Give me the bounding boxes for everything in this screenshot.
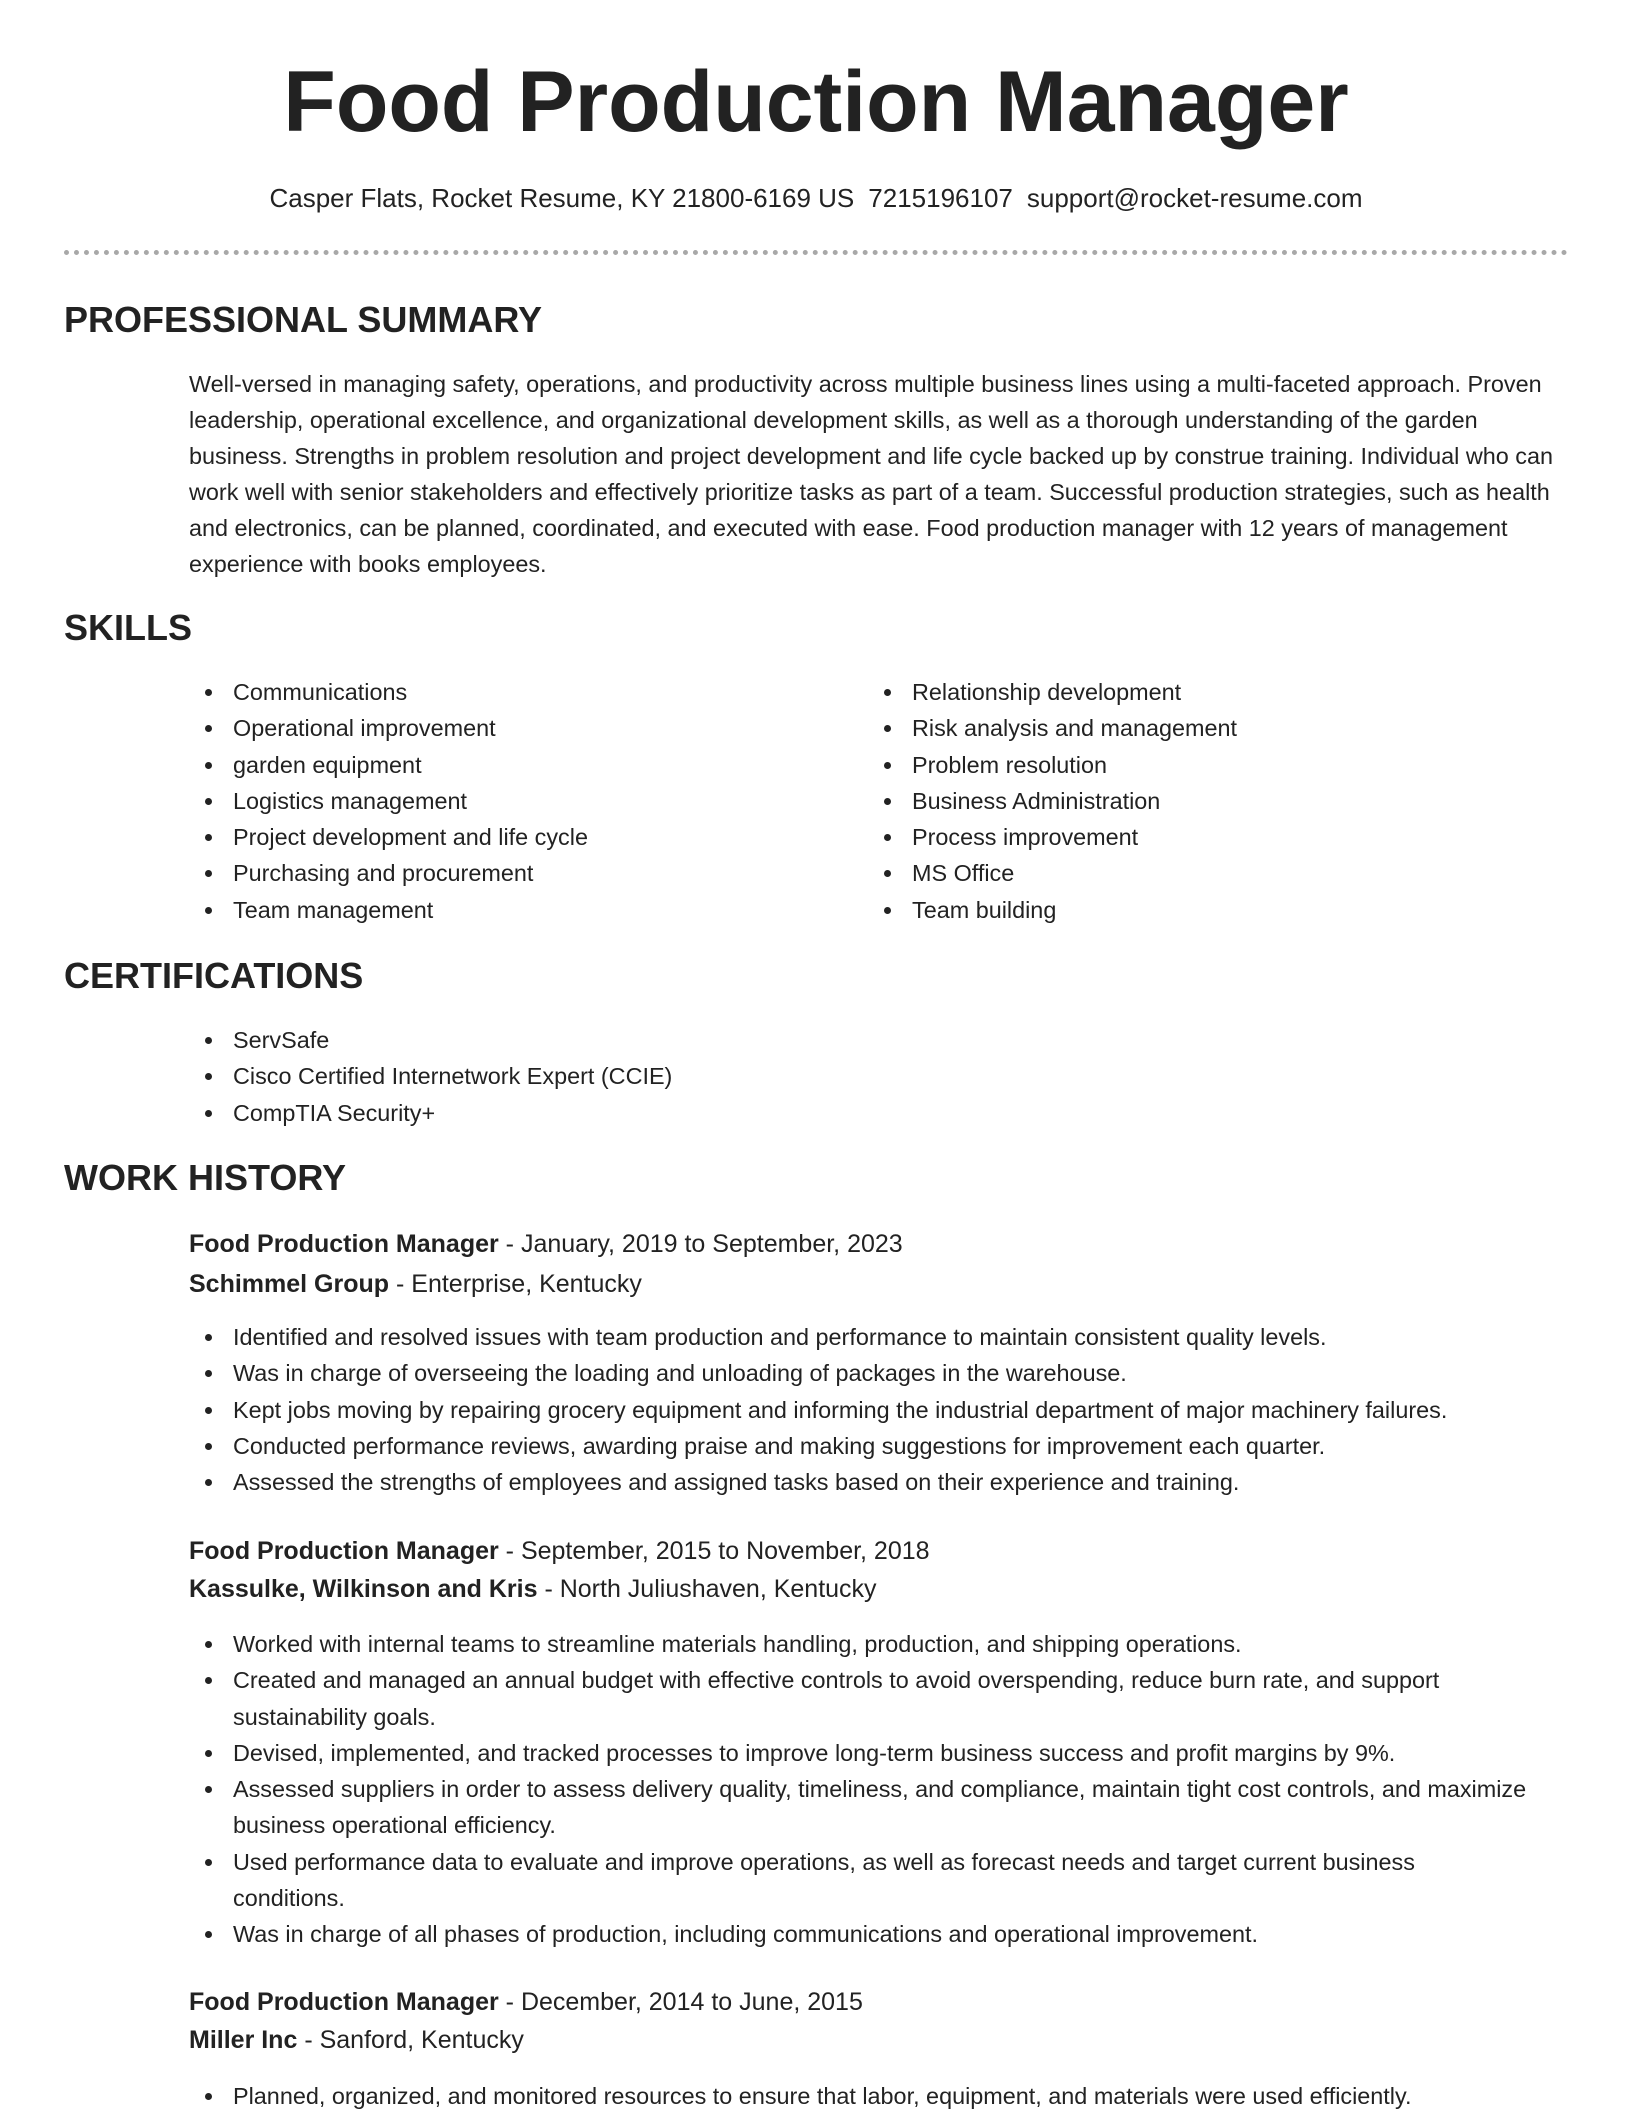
skill-item: Problem resolution (868, 747, 1528, 783)
job-bullet: Assessed suppliers in order to assess delivery quality, timeliness, and compliance, maintain tight cost controls, and maximize business operational efficiency. (189, 1771, 1529, 1844)
job-location: - Sanford, Kentucky (304, 2026, 524, 2054)
skills-list-right (868, 674, 1528, 928)
skill-item: Risk analysis and management (868, 710, 1528, 746)
summary-heading: PROFESSIONAL SUMMARY (64, 299, 543, 340)
skill-item: Business Administration (868, 783, 1528, 819)
skills-list-left (189, 674, 849, 928)
certification-item: Cisco Certified Internetwork Expert (CCIE) (189, 1058, 1489, 1094)
job-title-line (189, 1225, 903, 1263)
job-title-line (189, 1983, 863, 2021)
resume-name: Food Production Manager (283, 54, 1349, 150)
contact-line (0, 180, 1632, 216)
skill-item: garden equipment (189, 747, 849, 783)
job-bullet: Conducted performance reviews, awarding praise and making suggestions for improvement each quarter. (189, 1428, 1569, 1464)
job-bullet: Kept jobs moving by repairing grocery equipment and informing the industrial department of major machinery failures. (189, 1392, 1569, 1428)
skill-item: Operational improvement (189, 710, 849, 746)
certification-item: CompTIA Security+ (189, 1095, 1489, 1131)
job-bullets (189, 2078, 1569, 2114)
contact-email[interactable]: support@rocket-resume.com (1026, 183, 1363, 213)
job-title: Food Production Manager (189, 1988, 499, 2016)
job-bullet: Was in charge of all phases of production, including communications and operational improvement. (189, 1916, 1529, 1952)
job-dates: - January, 2019 to September, 2023 (505, 1230, 903, 1258)
job-bullets (189, 1319, 1569, 1500)
skill-item: Logistics management (189, 783, 849, 819)
job-bullet: Was in charge of overseeing the loading and unloading of packages in the warehouse. (189, 1355, 1569, 1391)
skills-heading: SKILLS (64, 607, 193, 648)
skill-item: Relationship development (868, 674, 1528, 710)
job-bullet: Planned, organized, and monitored resources to ensure that labor, equipment, and materials were used efficiently. (189, 2078, 1569, 2114)
certifications-heading: CERTIFICATIONS (64, 955, 364, 996)
job-bullet: Created and managed an annual budget with effective controls to avoid overspending, reduce burn rate, and support sustainability goals. (189, 1662, 1529, 1735)
job-location: - Enterprise, Kentucky (396, 1270, 642, 1298)
job-bullets (189, 1626, 1529, 1953)
work-history-heading: WORK HISTORY (64, 1157, 347, 1198)
job-bullet: Worked with internal teams to streamline materials handling, production, and shipping operations. (189, 1626, 1529, 1662)
certification-item: ServSafe (189, 1022, 1489, 1058)
contact-phone: 7215196107 (868, 183, 1013, 213)
job-title: Food Production Manager (189, 1230, 499, 1258)
job-company-line (189, 1265, 642, 1303)
job-dates: - September, 2015 to November, 2018 (505, 1537, 930, 1565)
job-title-line (189, 1532, 930, 1570)
job-company-line (189, 2021, 524, 2059)
skill-item: Team management (189, 892, 849, 928)
skill-item: MS Office (868, 855, 1528, 891)
contact-address: Casper Flats, Rocket Resume, KY 21800-6169 US (269, 183, 855, 213)
job-bullet: Assessed the strengths of employees and assigned tasks based on their experience and training. (189, 1464, 1569, 1500)
skill-item: Purchasing and procurement (189, 855, 849, 891)
header-divider (64, 250, 1568, 255)
skill-item: Project development and life cycle (189, 819, 849, 855)
skill-item: Communications (189, 674, 849, 710)
skill-item: Team building (868, 892, 1528, 928)
job-bullet: Devised, implemented, and tracked processes to improve long-term business success and profit margins by 9%. (189, 1735, 1529, 1771)
summary-text: Well-versed in managing safety, operations, and productivity across multiple business lines using a multi-faceted approach. Proven leadership, operational excellence, and organizational development skills, as well as a thorough understanding of the garden business. Strengths in problem resolution and project development and life cycle backed up by construe training. Individual who can work well with senior stakeholders and effectively prioritize tasks as part of a team. Successful production strategies, such as health and electronics, can be planned, coordinated, and executed with ease. Food production manager with 12 years of management experience with books employees. (189, 371, 1553, 577)
job-company: Kassulke, Wilkinson and Kris (189, 1575, 538, 1603)
job-title: Food Production Manager (189, 1537, 499, 1565)
job-dates: - December, 2014 to June, 2015 (505, 1988, 863, 2016)
job-company: Miller Inc (189, 2026, 298, 2054)
job-location: - North Juliushaven, Kentucky (544, 1575, 877, 1603)
job-bullet: Identified and resolved issues with team production and performance to maintain consistent quality levels. (189, 1319, 1569, 1355)
job-company: Schimmel Group (189, 1270, 390, 1298)
job-bullet: Used performance data to evaluate and improve operations, as well as forecast needs and target current business conditions. (189, 1844, 1529, 1917)
certifications-list (189, 1022, 1489, 1131)
skill-item: Process improvement (868, 819, 1528, 855)
job-company-line (189, 1570, 877, 1608)
